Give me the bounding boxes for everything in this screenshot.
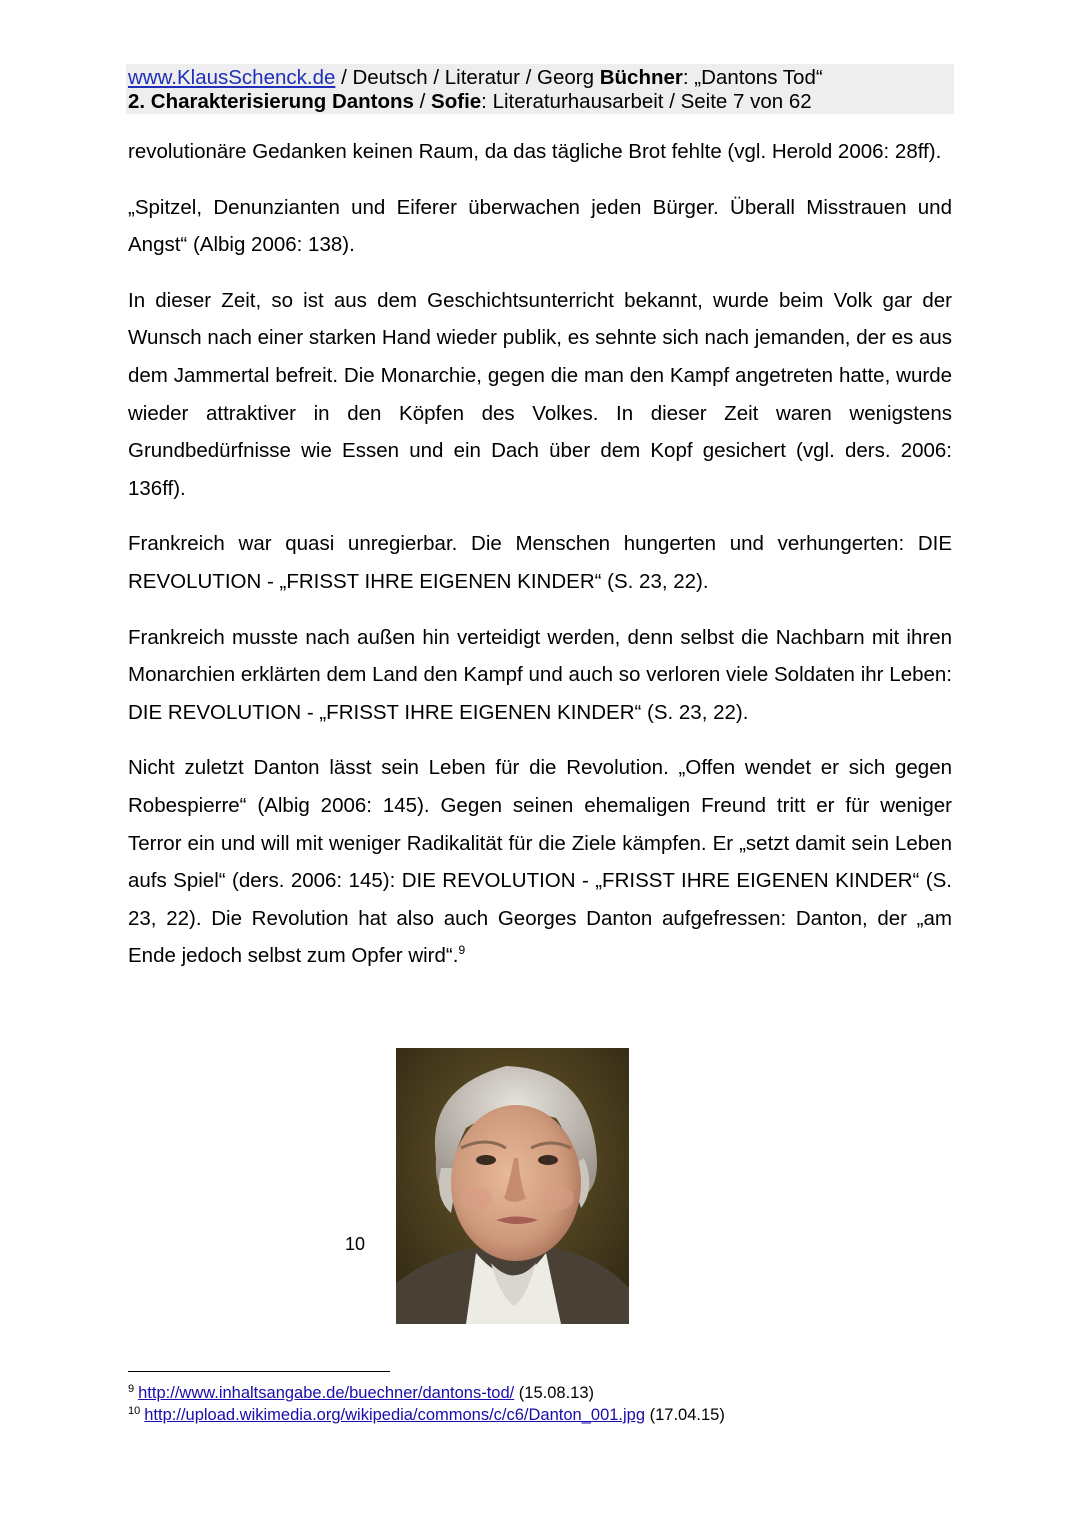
body-text xyxy=(128,133,952,993)
header-student: Sofie xyxy=(431,90,482,113)
danton-portrait-drawing xyxy=(396,1048,629,1324)
footnote-link[interactable]: http://upload.wikimedia.org/wikipedia/commons/c/c6/Danton_001.jpg xyxy=(144,1406,646,1424)
footnote-date: (17.04.15) xyxy=(645,1406,725,1424)
footnotes xyxy=(128,1382,725,1426)
footnote-number: 10 xyxy=(128,1404,141,1417)
paragraph-2: „Spitzel, Denunzianten und Eiferer überwachen jeden Bürger. Überall Misstrauen und Angst“ (Albig 2006: 138). xyxy=(128,195,952,257)
header-line-2 xyxy=(128,90,812,114)
paragraph-1: revolutionäre Gedanken keinen Raum, da das tägliche Brot fehlte (vgl. Herold 2006: 28ff). xyxy=(128,140,942,163)
footnote-link[interactable]: http://www.inhaltsangabe.de/buechner/dantons-tod/ xyxy=(138,1384,515,1402)
header-separator: / xyxy=(413,90,432,113)
paragraph-4: Frankreich war quasi unregierbar. Die Menschen hungerten und verhungerten: DIE REVOLUTION - „FRISST IHRE EIGENEN KINDER“ (S. 23, 22). xyxy=(128,532,952,593)
footnote-date: (15.08.13) xyxy=(514,1384,595,1402)
footnote-10 xyxy=(128,1404,725,1426)
header-author: Büchner xyxy=(599,66,683,89)
header-title: : „Dantons Tod“ xyxy=(682,66,823,89)
footnote-divider xyxy=(128,1371,390,1372)
footnote-9 xyxy=(128,1382,725,1404)
header-page-info: : Literaturhausarbeit / Seite 7 von 62 xyxy=(481,90,812,113)
site-link[interactable]: www.KlausSchenck.de xyxy=(128,66,336,89)
paragraph-6-text: Nicht zuletzt Danton lässt sein Leben für die Revolution. „Offen wendet er sich gegen Robespierre“ (Albig 2006: 145). Gegen seinen ehemaligen Freund tritt er für weniger Terror ein und will mit weniger Radikalität für die Ziele kämpfen. Er „setzt damit sein Leben aufs Spiel“ (ders. 2006: 145): DIE REVOLUTION - „FRISST IHRE EIGENEN KINDER“ (S. 23, 22). Die Revolution hat also auch Georges Danton aufgefressen: Danton, der „am Ende jedoch selbst zum Opfer wird“. xyxy=(128,756,952,968)
paragraph-6 xyxy=(128,749,952,975)
footnote-number: 9 xyxy=(128,1382,135,1395)
paragraph-3: In dieser Zeit, so ist aus dem Geschichtsunterricht bekannt, wurde beim Volk gar der Wunsch nach einer starken Hand wieder publik, es sehnte sich nach jemanden, der es aus dem Jammertal befreit. Die Monarchie, gegen die man den Kampf angetreten hatte, wurde wieder attraktiver in den Köpfen des Volkes. In dieser Zeit waren wenigstens Grundbedürfnisse wie Essen und ein Dach über dem Kopf gesichert (vgl. ders. 2006: 136ff). xyxy=(128,288,952,500)
page-header xyxy=(126,64,954,114)
header-section: 2. Charakterisierung Dantons xyxy=(128,90,414,113)
figure-label: 10 xyxy=(345,1234,366,1254)
header-line-1 xyxy=(128,66,823,90)
footnote-ref-9: 9 xyxy=(458,943,466,958)
paragraph-5: Frankreich musste nach außen hin verteidigt werden, denn selbst die Nachbarn mit ihren Monarchien erklärten dem Land den Kampf und auch so verloren viele Soldaten ihr Leben: DIE REVOLUTION - „FRISST IHRE EIGENEN KINDER“ (S. 23, 22). xyxy=(128,625,952,724)
danton-portrait xyxy=(396,1048,629,1324)
header-path: / Deutsch / Literatur / Georg xyxy=(335,66,600,89)
